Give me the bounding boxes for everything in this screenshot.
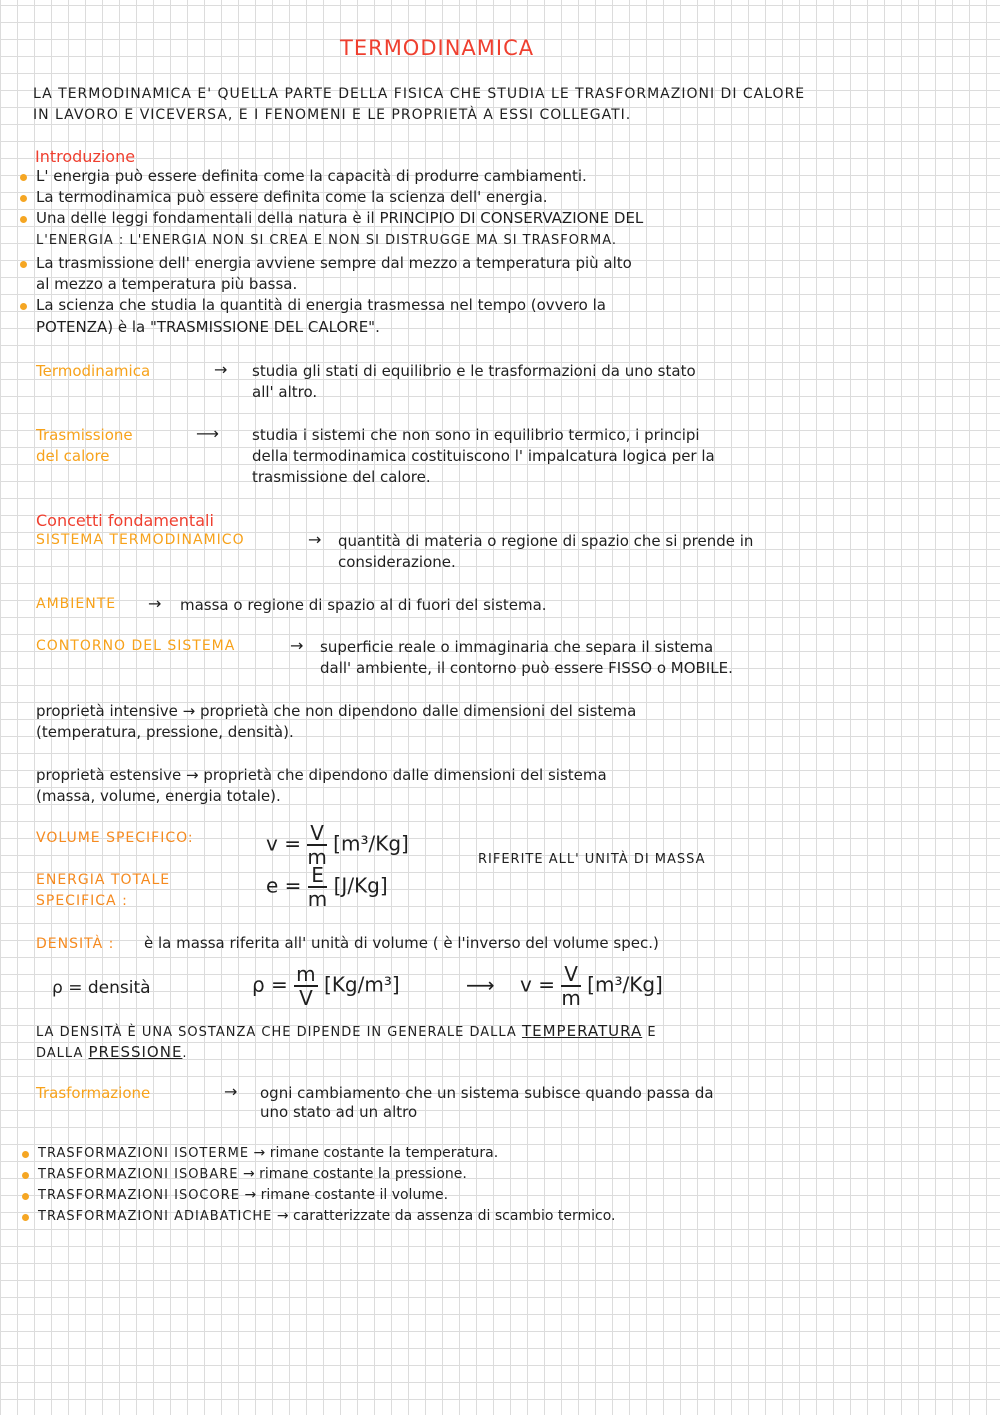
def-ambiente: massa o regione di spazio al di fuori del sistema.	[180, 596, 547, 614]
densita-note-e: E	[647, 1025, 657, 1040]
trasformazione-tipo	[38, 1145, 498, 1161]
densita-note-pressione: PRESSIONE	[88, 1043, 183, 1061]
proprieta-intensive-line-1: proprietà intensive → proprietà che non dipendono dalle dimensioni del sistema	[36, 702, 637, 720]
arrow-icon: →	[308, 530, 322, 549]
fraction	[294, 963, 317, 1009]
page-title: TERMODINAMICA	[340, 36, 535, 60]
term-trasformazione: Trasformazione	[36, 1084, 151, 1102]
formula-unit: [Kg/m³]	[324, 972, 400, 997]
arrow-icon: →	[224, 1082, 238, 1101]
label-densita: DENSITÀ :	[36, 936, 115, 952]
arrow-icon: →	[214, 360, 228, 379]
arrow-icon: →	[253, 1145, 266, 1161]
def-trasformazione-line-2: uno stato ad un altro	[260, 1103, 418, 1121]
intro-bullet-5: La scienza che studia la quantità di energia trasmessa nel tempo (ovvero la	[36, 296, 606, 314]
densita-definition: è la massa riferita all' unità di volume ( è l'inverso del volume spec.)	[144, 934, 659, 952]
fraction-numerator: m	[296, 962, 316, 986]
def-contorno-line-2: dall' ambiente, il contorno può essere FISSO o MOBILE.	[320, 659, 733, 677]
fraction-denominator: V	[299, 986, 313, 1010]
trasformazione-tipo	[38, 1187, 448, 1203]
bullet-dot	[20, 174, 27, 181]
term-termodinamica: Termodinamica	[36, 362, 151, 380]
formula-volume-inverso	[520, 963, 663, 1009]
tipo-desc: rimane costante la pressione.	[259, 1166, 467, 1182]
def-trasformazione-line-1: ogni cambiamento che un sistema subisce quando passa da	[260, 1084, 714, 1102]
intro-line-1: LA TERMODINAMICA E' QUELLA PARTE DELLA FISICA CHE STUDIA LE TRASFORMAZIONI DI CALORE	[33, 86, 806, 102]
term-trasmissione-line-2: del calore	[36, 447, 110, 465]
bullet-dot	[22, 1151, 29, 1158]
arrow-icon: →	[148, 594, 162, 613]
densita-note-line-1	[36, 1022, 657, 1040]
fraction	[307, 822, 326, 868]
fraction-denominator: m	[307, 845, 327, 869]
label-energia-specifica: SPECIFICA :	[36, 893, 128, 909]
def-contorno-line-1: superficie reale o immaginaria che separa il sistema	[320, 638, 714, 656]
densita-note-dalla: DALLA	[36, 1046, 84, 1061]
fraction	[308, 864, 327, 910]
formula-densita	[252, 963, 400, 1009]
tipo-desc: rimane costante il volume.	[260, 1187, 449, 1203]
term-contorno: CONTORNO DEL SISTEMA	[36, 638, 236, 654]
densita-note-line-2	[36, 1043, 188, 1061]
arrow-icon: ⟶	[466, 973, 495, 997]
bullet-dot	[22, 1214, 29, 1221]
arrow-icon: →	[242, 1166, 255, 1182]
term-sistema: SISTEMA TERMODINAMICO	[36, 532, 245, 548]
rho-definition: ρ = densità	[52, 978, 151, 998]
trasformazione-tipo	[38, 1208, 616, 1224]
bullet-dot	[22, 1172, 29, 1179]
bullet-dot	[20, 195, 27, 202]
proprieta-estensive-line-1: proprietà estensive → proprietà che dipendono dalle dimensioni del sistema	[36, 766, 607, 784]
def-trasmissione-line-3: trasmissione del calore.	[252, 468, 431, 486]
intro-bullet-3-cont: L'ENERGIA : L'ENERGIA NON SI CREA E NON SI DISTRUGGE MA SI TRASFORMA.	[36, 233, 618, 248]
def-sistema-line-1: quantità di materia o regione di spazio che si prende in	[338, 532, 754, 550]
fraction-denominator: m	[561, 986, 581, 1010]
formula-volume-specifico	[266, 822, 409, 868]
arrow-icon: →	[244, 1187, 257, 1203]
tipo-desc: caratterizzate da assenza di scambio termico.	[293, 1208, 616, 1224]
formula-lhs: e =	[266, 873, 302, 898]
section-heading-concetti: Concetti fondamentali	[36, 511, 214, 530]
intro-line-2: IN LAVORO E VICEVERSA, E I FENOMENI E LE PROPRIETÀ A ESSI COLLEGATI.	[33, 107, 632, 123]
arrow-icon: →	[276, 1208, 289, 1224]
tipo-name: TRASFORMAZIONI ADIABATICHE	[38, 1209, 273, 1224]
formula-lhs: v =	[520, 972, 555, 997]
formula-unit: [m³/Kg]	[333, 831, 409, 856]
term-ambiente: AMBIENTE	[36, 596, 117, 612]
intro-bullet-5-cont: POTENZA) è la "TRASMISSIONE DEL CALORE".	[36, 318, 380, 336]
fraction-numerator: E	[308, 864, 327, 888]
fraction-numerator: V	[561, 963, 580, 987]
densita-note-temperatura: TEMPERATURA	[521, 1022, 643, 1040]
fraction-numerator: V	[307, 822, 326, 846]
densita-note-text: LA DENSITÀ È UNA SOSTANZA CHE DIPENDE IN GENERALE DALLA	[36, 1025, 517, 1040]
intro-bullet-3: Una delle leggi fondamentali della natura è il PRINCIPIO DI CONSERVAZIONE DEL	[36, 209, 644, 227]
section-heading-introduzione: Introduzione	[35, 147, 136, 166]
tipo-name: TRASFORMAZIONI ISOTERME	[38, 1146, 250, 1161]
tipo-name: TRASFORMAZIONI ISOBARE	[38, 1167, 239, 1182]
intro-bullet-4-cont: al mezzo a temperatura più bassa.	[36, 275, 298, 293]
fraction	[561, 963, 580, 1009]
formula-lhs: v =	[266, 831, 301, 856]
bullet-dot	[22, 1193, 29, 1200]
def-sistema-line-2: considerazione.	[338, 553, 456, 571]
intro-bullet-2: La termodinamica può essere definita come la scienza dell' energia.	[36, 188, 548, 206]
label-energia-totale: ENERGIA TOTALE	[36, 872, 171, 888]
formula-energia-specifica	[266, 864, 388, 910]
tipo-desc: rimane costante la temperatura.	[269, 1145, 499, 1161]
label-volume-specifico: VOLUME SPECIFICO:	[36, 830, 194, 846]
arrow-icon: →	[290, 636, 304, 655]
formula-unit: [J/Kg]	[333, 873, 388, 898]
proprieta-intensive-line-2: (temperatura, pressione, densità).	[36, 723, 294, 741]
bullet-dot	[20, 261, 27, 268]
bullet-dot	[20, 303, 27, 310]
bullet-dot	[20, 216, 27, 223]
def-termodinamica-line-2: all' altro.	[252, 383, 318, 401]
note-riferite: RIFERITE ALL' UNITÀ DI MASSA	[478, 852, 706, 867]
arrow-icon: ⟶	[196, 424, 219, 443]
densita-note-dot: .	[182, 1046, 188, 1061]
formula-unit: [m³/Kg]	[587, 972, 663, 997]
def-trasmissione-line-1: studia i sistemi che non sono in equilibrio termico, i principi	[252, 426, 700, 444]
tipo-name: TRASFORMAZIONI ISOCORE	[38, 1188, 240, 1203]
formula-lhs: ρ =	[252, 972, 288, 997]
term-trasmissione-line-1: Trasmissione	[36, 426, 133, 444]
fraction-denominator: m	[307, 887, 328, 911]
intro-bullet-1: L' energia può essere definita come la capacità di produrre cambiamenti.	[36, 167, 587, 185]
intro-bullet-4: La trasmissione dell' energia avviene sempre dal mezzo a temperatura più alto	[36, 254, 632, 272]
trasformazione-tipo	[38, 1166, 467, 1182]
def-termodinamica-line-1: studia gli stati di equilibrio e le trasformazioni da uno stato	[252, 362, 696, 380]
proprieta-estensive-line-2: (massa, volume, energia totale).	[36, 787, 281, 805]
def-trasmissione-line-2: della termodinamica costituiscono l' impalcatura logica per la	[252, 447, 715, 465]
